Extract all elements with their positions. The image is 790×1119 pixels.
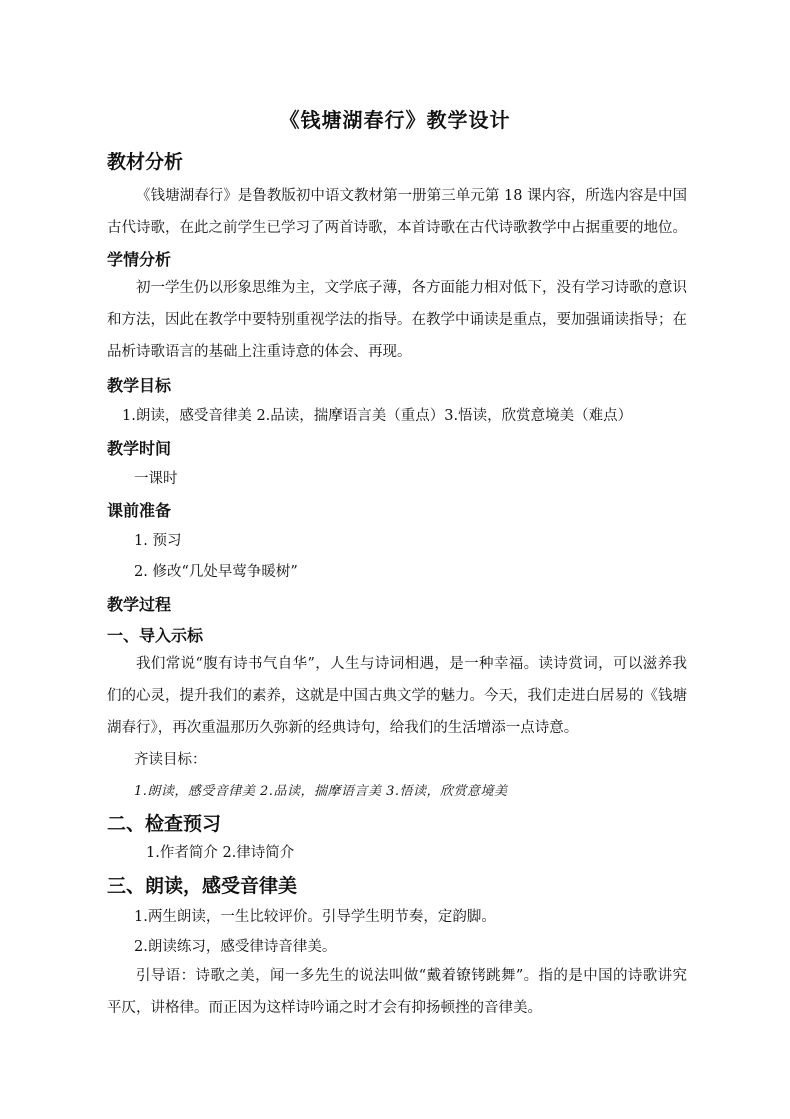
heading-teaching-goals: 教学目标 [107,376,172,395]
list-item-two-students: 1.两生朗读，一生比较评价。引导学生明节奏，定韵脚。 [134,909,496,925]
heading-step-intro: 一、导入示标 [107,626,204,645]
list-item-modify: 2. 修改“几处早莺争暖树” [134,564,298,580]
heading-material-analysis: 教材分析 [107,151,184,173]
text-teaching-goals: 1.朗读，感受音律美 2.品读，揣摩语言美（重点）3.悟读，欣赏意境美（难点） [122,408,633,424]
text-read-goals-label: 齐读目标： [134,752,207,768]
heading-student-analysis: 学情分析 [107,250,172,269]
list-item-practice: 2.朗读练习，感受律诗音律美。 [134,939,337,955]
heading-step-preview: 二、检查预习 [107,813,222,835]
list-item-preview: 1. 预习 [134,533,182,549]
text-teaching-time: 一课时 [134,471,178,487]
heading-teaching-process: 教学过程 [107,595,172,614]
heading-teaching-time: 教学时间 [107,439,172,458]
page-title: 《钱塘湖春行》教学设计 [279,108,511,132]
text-read-goals: 1.朗读，感受音律美 2.品读，揣摩语言美 3.悟读，欣赏意境美 [134,784,508,799]
paragraph-step-intro: 我们常说“腹有诗书气自华”，人生与诗词相遇，是一种幸福。读诗赏词，可以滋养我们的心灵，提升我们的素养，这就是中国古典文学的魅力。今天，我们走进白居易的《钱塘湖春行》，再次重温那历久弥新的经典诗句，给我们的生活增添一点诗意。 [107,656,687,736]
paragraph-student-analysis: 初一学生仍以形象思维为主，文学底子薄，各方面能力相对低下，没有学习诗歌的意识和方法，因此在教学中要特别重视学法的指导。在教学中诵读是重点，要加强诵读指导；在品析诗歌语言的基础上注重诗意的体会、再现。 [107,280,687,360]
heading-preparation: 课前准备 [107,501,172,520]
paragraph-material-analysis: 《钱塘湖春行》是鲁教版初中语文教材第一册第三单元第 18 课内容，所选内容是中国古代诗歌，在此之前学生已学习了两首诗歌，本首诗歌在古代诗歌教学中占据重要的地位。 [107,188,687,236]
heading-step-reading: 三、朗读，感受音律美 [107,875,298,897]
text-step-preview: 1.作者简介 2.律诗简介 [146,845,295,861]
paragraph-guide: 引导语：诗歌之美，闻一多先生的说法叫做“戴着镣铐跳舞”。指的是中国的诗歌讲究平仄，讲格律。而正因为这样诗吟诵之时才会有抑扬顿挫的音律美。 [107,968,687,1016]
